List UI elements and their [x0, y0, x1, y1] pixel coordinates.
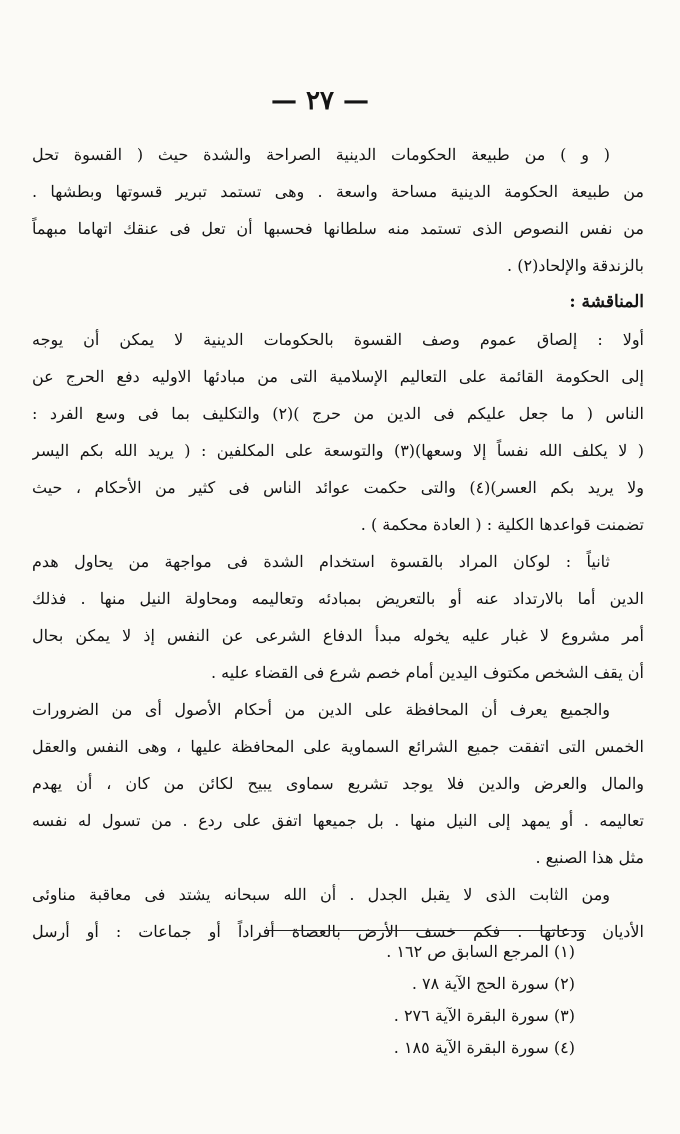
text-line: أن يقف الشخص مكتوف اليدين أمام خصم شرع فى القضاء عليه . — [210, 663, 644, 682]
text-line: والجميع يعرف أن المحافظة على الدين من أحكام الأصول أى من الضرورات — [32, 700, 610, 719]
section-heading: المناقشة : — [569, 292, 644, 312]
text-line: تعاليمه . أو يمهد إلى النيل منها . بل جميعها اتفق على ردع . من تسول له نفسه — [32, 811, 644, 830]
text-line: الناس ( ما جعل عليكم فى الدين من حرج )(٢) والتكليف بما فى وسع الفرد : — [32, 404, 644, 423]
footnotes — [120, 936, 575, 1064]
text-line: مثل هذا الصنيع . — [535, 848, 644, 867]
text-line: ولا يريد بكم العسر)(٤) والتى حكمت عوائد الناس فى كثير من الأحكام ، حيث — [32, 478, 644, 497]
text-line: تضمنت قواعدها الكلية : ( العادة محكمة ) . — [360, 515, 644, 534]
text-line: ( و ) من طبيعة الحكومات الدينية الصراحة والشدة حيث ( القسوة تحل — [32, 145, 610, 164]
text-line: إلى الحكومة القائمة على التعاليم الإسلامية التى من مبادئها الاوليه دفع الحرج عن — [32, 367, 644, 386]
text-line: أمر مشروع لا غبار عليه يخوله مبدأ الدفاع الشرعى عن النفس إذ لا يمكن بحال — [32, 626, 644, 645]
paragraph-4 — [32, 691, 644, 876]
paragraph-3 — [32, 543, 644, 691]
text-line: من طبيعة الحكومة الدينية مساحة واسعة . وهى تستمد تبرير قسوتها وبطشها . — [32, 182, 644, 201]
footnote-item: (٤) سورة البقرة الآية ١٨٥ . — [393, 1038, 575, 1057]
footnote-item: (٢) سورة الحج الآية ٧٨ . — [411, 974, 575, 993]
page-number: — ٢٧ — — [270, 86, 370, 116]
text-line: الخمس التى اتفقت جميع الشرائع السماوية على المحافظة عليها ، وهى النفس والعقل — [32, 737, 644, 756]
footnote-item: (١) المرجع السابق ص ١٦٢ . — [386, 942, 575, 961]
text-line: والمال والعرض والدين فلا يوجد تشريع سماوى يبيح لكائن من كان ، أن يهدم — [32, 774, 644, 793]
paragraph-1 — [32, 136, 644, 284]
text-line: الأديان ودعاتها . فكم خسف الأرض بالعصاة أفراداً أو جماعات : أو أرسل — [32, 922, 644, 941]
paragraph-2 — [32, 321, 644, 543]
text-line: بالزندقة والإلحاد(٢) . — [507, 256, 644, 275]
text-line: ومن الثابت الذى لا يقبل الجدل . أن الله سبحانه يشتد فى معاقبة مناوئى — [32, 885, 610, 904]
footnote-item: (٣) سورة البقرة الآية ٢٧٦ . — [393, 1006, 575, 1025]
text-line: ثانياً : لوكان المراد بالقسوة استخدام الشدة فى مواجهة من يحاول هدم — [32, 552, 610, 571]
text-line: أولا : إلصاق عموم وصف القسوة بالحكومات الدينية لا يمكن أن يوجه — [32, 330, 644, 349]
footnote-divider — [266, 930, 586, 931]
text-line: ( لا يكلف الله نفساً إلا وسعها)(٣) والتوسعة على المكلفين : ( يريد الله بكم اليسر — [32, 441, 644, 460]
body-text — [32, 136, 644, 950]
text-line: الدين أما بالارتداد عنه أو بالتعريض بمبادئه وتعاليمه ومحاولة النيل منها . فذلك — [32, 589, 644, 608]
text-line: من نفس النصوص الذى تستمد منه سلطانها فحسبها أن تعل فى عنقك اتهاما مبهماً — [32, 219, 644, 238]
